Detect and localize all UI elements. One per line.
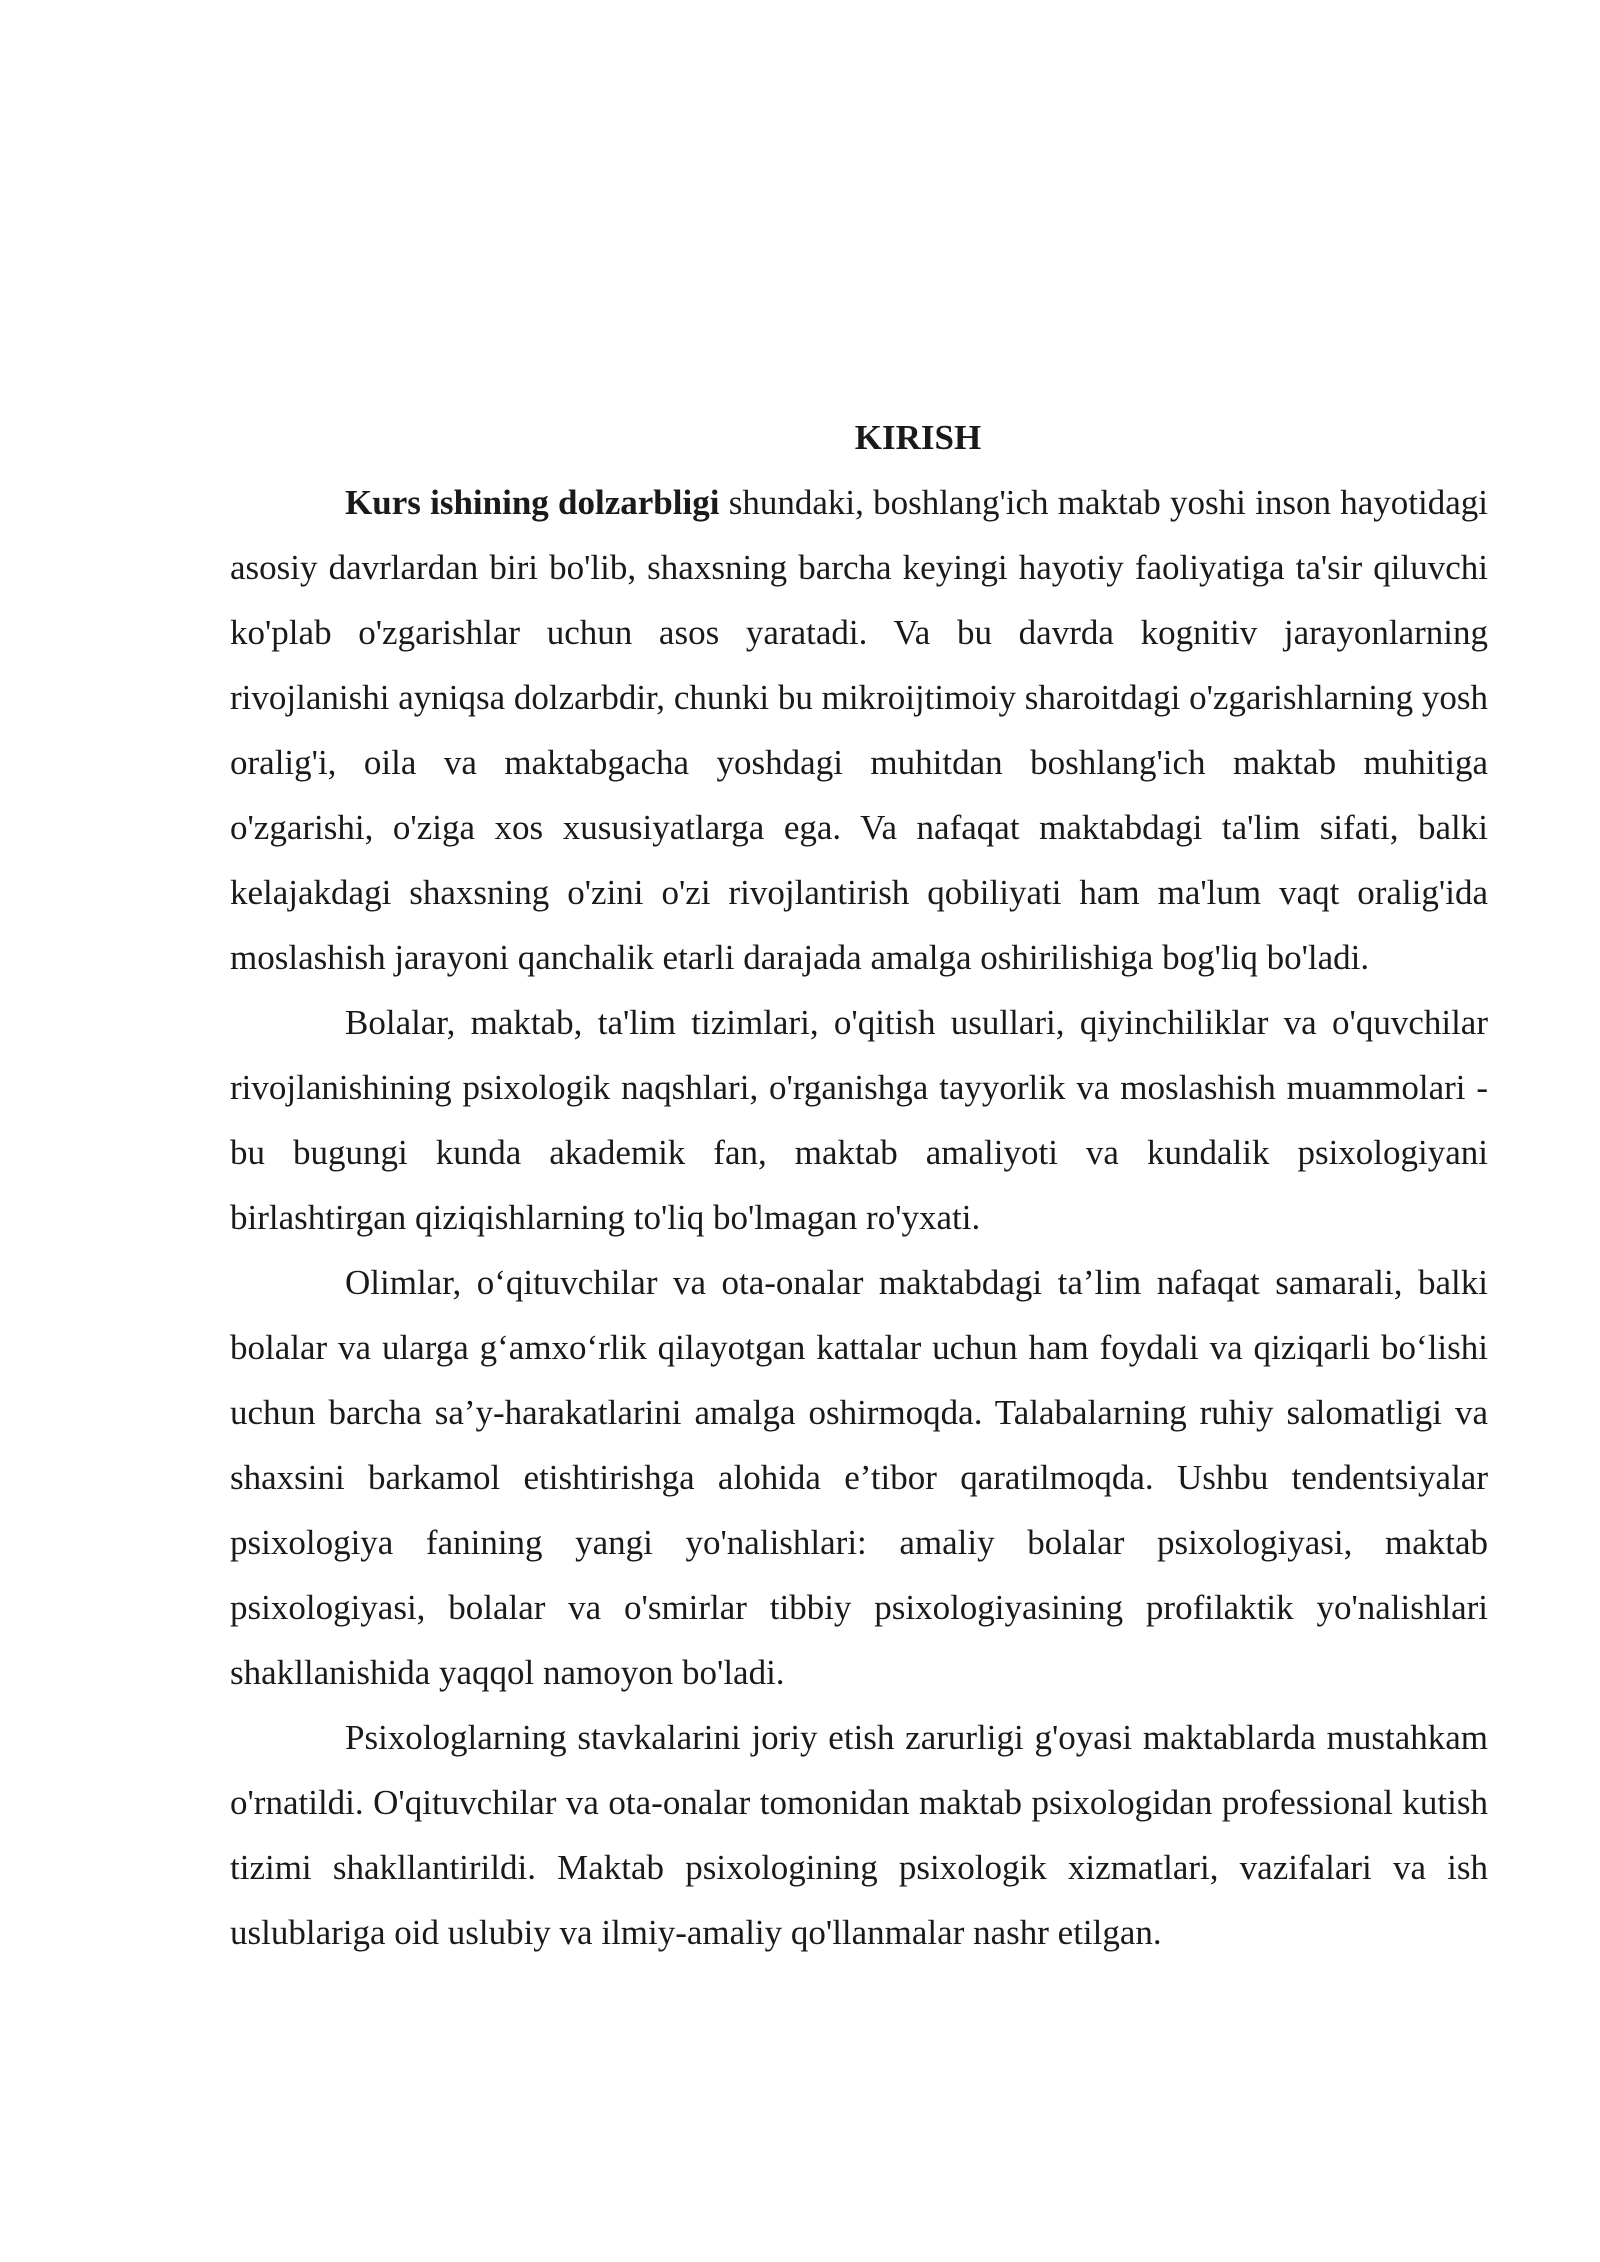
paragraph-4: Psixologlarning stavkalarini joriy etish zarurligi g'oyasi maktablarda mustahkam o'rnatildi. O'qituvchilar va ota-onalar tomonidan maktab psixologidan professional kutish tizimi shakllantirildi. Maktab psixologining psixologik xizmatlari, vazifalari va ish uslublariga oid uslubiy va ilmiy-amaliy qo'llanmalar nashr etilgan. xyxy=(230,1718,1488,1952)
paragraph-1-lead: Kurs ishining dolzarbligi xyxy=(345,483,720,522)
document-body xyxy=(230,405,1488,1965)
section-title: KIRISH xyxy=(854,418,982,457)
paragraph-1 xyxy=(230,470,1488,990)
paragraph-2: Bolalar, maktab, ta'lim tizimlari, o'qitish usullari, qiyinchiliklar va o'quvchilar rivojlanishining psixologik naqshlari, o'rganishga tayyorlik va moslashish muammolari - bu bugungi kunda akademik fan, maktab amaliyoti va kundalik psixologiyani birlashtirgan qiziqishlarning to'liq bo'lmagan ro'yxati. xyxy=(230,1003,1488,1237)
paragraph-1-text: shundaki, boshlang'ich maktab yoshi inson hayotidagi asosiy davrlardan biri bo'lib, shaxsning barcha keyingi hayotiy faoliyatiga ta'sir qiluvchi ko'plab o'zgarishlar uchun asos yaratadi. Va bu davrda kognitiv jarayonlarning rivojlanishi ayniqsa dolzarbdir, chunki bu mikroijtimoiy sharoitdagi o'zgarishlarning yosh oralig'i, oila va maktabgacha yoshdagi muhitdan boshlang'ich maktab muhitiga o'zgarishi, o'ziga xos xususiyatlarga ega. Va nafaqat maktabdagi ta'lim sifati, balki kelajakdagi shaxsning o'zini o'zi rivojlantirish qobiliyati ham ma'lum vaqt oralig'ida moslashish jarayoni qanchalik etarli darajada amalga oshirilishiga bog'liq bo'ladi. xyxy=(230,483,1488,977)
paragraph-3: Olimlar, o‘qituvchilar va ota-onalar maktabdagi ta’lim nafaqat samarali, balki bolalar va ularga g‘amxo‘rlik qilayotgan kattalar uchun ham foydali va qiziqarli bo‘lishi uchun barcha sa’y-harakatlarini amalga oshirmoqda. Talabalarning ruhiy salomatligi va shaxsini barkamol etishtirishga alohida e’tibor qaratilmoqda. Ushbu tendentsiyalar psixologiya fanining yangi yo'nalishlari: amaliy bolalar psixologiyasi, maktab psixologiyasi, bolalar va o'smirlar tibbiy psixologiyasining profilaktik yo'nalishlari shakllanishida yaqqol namoyon bo'ladi. xyxy=(230,1263,1488,1692)
